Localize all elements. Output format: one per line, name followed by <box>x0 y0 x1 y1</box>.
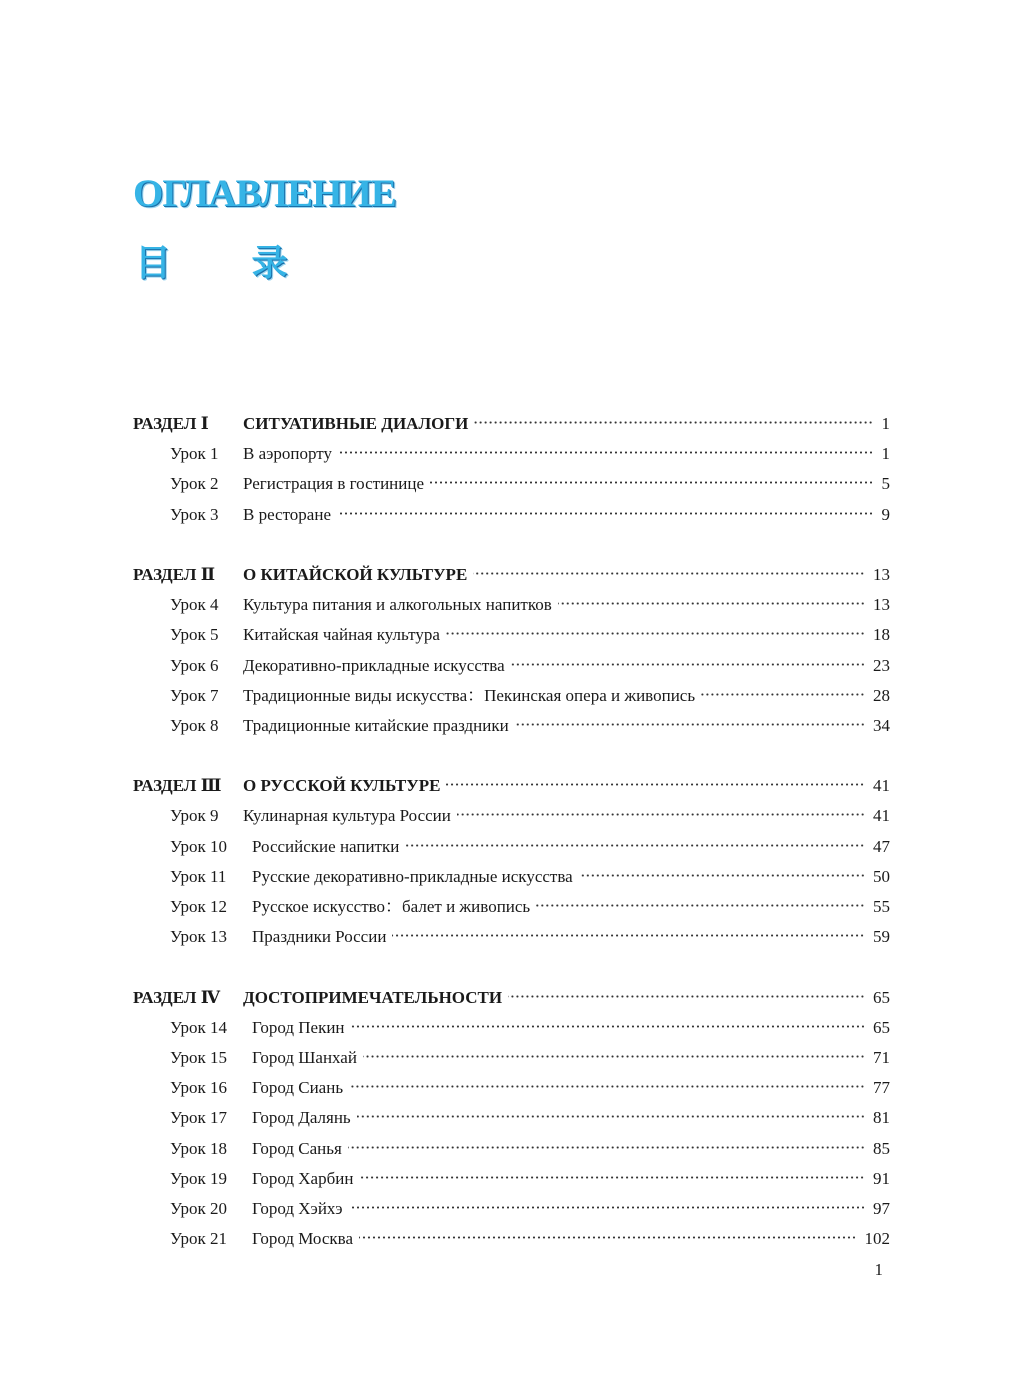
dot-leader <box>357 1115 865 1118</box>
page-title-chinese: 目 录 <box>135 243 322 284</box>
dot-leader <box>536 904 865 907</box>
lesson-title: В ресторане <box>243 504 331 524</box>
toc-lesson-entry[interactable] <box>0 801 1024 831</box>
lesson-number: Урок 6 <box>170 655 219 675</box>
toc-lesson-entry[interactable] <box>0 892 1024 922</box>
page-number: 13 <box>873 595 890 615</box>
dot-leader <box>359 1236 856 1239</box>
lesson-number: Урок 17 <box>170 1108 228 1128</box>
section-number: РАЗДЕЛ Ⅳ <box>133 987 221 1007</box>
page-number: 55 <box>873 897 890 916</box>
toc-lesson-entry[interactable] <box>0 711 1024 741</box>
page-number: 23 <box>873 655 890 675</box>
lesson-number: Урок 2 <box>170 474 219 494</box>
page-number: 47 <box>873 836 890 856</box>
toc-lesson-entry[interactable] <box>0 651 1024 681</box>
lesson-title: Декоративно-прикладные искусства <box>243 655 505 675</box>
toc-lesson-entry[interactable] <box>0 1194 1024 1224</box>
page-number: 5 <box>881 474 890 494</box>
toc-lesson-entry[interactable] <box>0 439 1024 469</box>
dot-leader <box>474 421 873 424</box>
lesson-number: Урок 5 <box>170 625 219 645</box>
dot-leader <box>351 1025 865 1028</box>
page-number: 59 <box>873 927 890 947</box>
dot-leader <box>430 481 874 484</box>
section-title: О РУССКОЙ КУЛЬТУРЕ <box>243 776 441 796</box>
page-number: 9 <box>881 504 890 524</box>
lesson-title: Культура питания и алкогольных напитков <box>243 595 552 615</box>
page-number: 85 <box>873 1138 890 1158</box>
dot-leader <box>405 844 865 847</box>
toc-lesson-entry[interactable] <box>0 1043 1024 1073</box>
lesson-title: В аэропорту <box>243 444 333 464</box>
lesson-title: Китайская чайная культура <box>243 625 440 645</box>
lesson-title: Город Шанхай <box>252 1047 357 1067</box>
toc-lesson-entry[interactable] <box>0 1164 1024 1194</box>
toc-lesson-entry[interactable] <box>0 469 1024 499</box>
lesson-title: Традиционные виды искусства：Пекинская опера и живопись <box>243 685 696 705</box>
toc-section <box>0 560 1024 741</box>
section-number: РАЗДЕЛ Ⅰ <box>133 414 209 433</box>
page-number: 71 <box>873 1047 890 1067</box>
page-number: 91 <box>873 1168 890 1188</box>
dot-leader <box>348 1146 865 1149</box>
page-number: 65 <box>873 1017 890 1037</box>
toc-lesson-entry[interactable] <box>0 1103 1024 1133</box>
footer-page-number: 1 <box>874 1260 883 1279</box>
section-number: РАЗДЕЛ Ⅱ <box>133 564 216 584</box>
dot-leader <box>349 1085 865 1088</box>
lesson-title: Город Далянь <box>252 1108 351 1128</box>
section-title: СИТУАТИВНЫЕ ДИАЛОГИ <box>243 414 469 433</box>
lesson-title: Город Хэйхэ <box>252 1198 343 1218</box>
lesson-number: Урок 12 <box>170 897 228 916</box>
dot-leader <box>349 1206 866 1209</box>
toc-lesson-entry[interactable] <box>0 620 1024 650</box>
section-number: РАЗДЕЛ Ⅲ <box>133 776 222 796</box>
toc-lesson-entry[interactable] <box>0 1224 1024 1254</box>
lesson-title: Город Пекин <box>252 1017 345 1037</box>
dot-leader <box>579 874 865 877</box>
dot-leader <box>515 723 865 726</box>
section-title: ДОСТОПРИМЕЧАТЕЛЬНОСТИ <box>243 987 503 1007</box>
toc-section <box>0 983 1024 1255</box>
lesson-number: Урок 11 <box>170 866 227 886</box>
dot-leader <box>363 1055 865 1058</box>
lesson-title: Кулинарная культура России <box>243 806 451 826</box>
lesson-title: Город Москва <box>252 1229 354 1249</box>
toc-lesson-entry[interactable] <box>0 590 1024 620</box>
toc-lesson-entry[interactable] <box>0 500 1024 530</box>
toc-section-heading[interactable] <box>0 983 1024 1013</box>
section-title: О КИТАЙСКОЙ КУЛЬТУРЕ <box>243 564 468 584</box>
lesson-number: Урок 18 <box>170 1138 228 1158</box>
lesson-title: Город Харбин <box>252 1168 354 1188</box>
dot-leader <box>359 1176 865 1179</box>
toc-lesson-entry[interactable] <box>0 922 1024 952</box>
toc-section <box>0 409 1024 530</box>
toc-section <box>0 771 1024 952</box>
dot-leader <box>446 632 865 635</box>
lesson-title: Город Сиань <box>252 1078 344 1098</box>
lesson-title: Город Санья <box>252 1138 342 1158</box>
page-number: 81 <box>873 1108 890 1128</box>
lesson-number: Урок 1 <box>170 444 219 464</box>
lesson-title: Российские напитки <box>252 836 400 856</box>
dot-leader <box>392 934 865 937</box>
lesson-number: Урок 10 <box>170 836 228 856</box>
toc-section-heading[interactable] <box>0 560 1024 590</box>
lesson-title: Традиционные китайские праздники <box>243 715 509 735</box>
dot-leader <box>457 813 865 816</box>
lesson-number: Урок 7 <box>170 685 219 705</box>
toc-lesson-entry[interactable] <box>0 1134 1024 1164</box>
page-number: 102 <box>864 1229 890 1249</box>
page-number: 1 <box>881 444 890 464</box>
dot-leader <box>473 572 865 575</box>
page-number: 1 <box>881 414 890 433</box>
lesson-number: Урок 20 <box>170 1198 228 1218</box>
lesson-title: Праздники России <box>252 927 387 947</box>
page-title: ОГЛАВЛЕНИЕ <box>133 172 396 215</box>
toc-section-heading[interactable] <box>0 771 1024 801</box>
page-number: 50 <box>873 866 890 886</box>
lesson-number: Урок 21 <box>170 1229 228 1249</box>
table-of-contents <box>0 409 1024 1284</box>
lesson-number: Урок 4 <box>170 595 219 615</box>
page-number: 97 <box>873 1198 890 1218</box>
toc-lesson-entry[interactable] <box>0 1013 1024 1043</box>
lesson-title: Русское искусство：балет и живопись <box>252 897 531 916</box>
lesson-number: Урок 15 <box>170 1047 228 1067</box>
page-number: 18 <box>873 625 890 645</box>
dot-leader <box>446 783 865 786</box>
page-number: 65 <box>873 987 890 1007</box>
lesson-number: Урок 14 <box>170 1017 228 1037</box>
toc-lesson-entry[interactable] <box>0 862 1024 892</box>
dot-leader <box>701 693 865 696</box>
dot-leader <box>508 995 865 998</box>
lesson-number: Урок 19 <box>170 1168 228 1188</box>
toc-section-heading[interactable] <box>0 409 1024 439</box>
lesson-title: Регистрация в гостинице <box>243 474 424 494</box>
lesson-title: Русские декоративно-прикладные искусства <box>252 866 573 886</box>
page-number: 41 <box>873 806 890 826</box>
lesson-number: Урок 9 <box>170 806 219 826</box>
lesson-number: Урок 16 <box>170 1078 228 1098</box>
page-number: 41 <box>873 776 890 796</box>
lesson-number: Урок 3 <box>170 504 219 524</box>
dot-leader <box>558 602 865 605</box>
page-number: 34 <box>873 715 890 735</box>
toc-lesson-entry[interactable] <box>0 681 1024 711</box>
dot-leader <box>337 512 874 515</box>
page-number: 77 <box>873 1078 890 1098</box>
lesson-number: Урок 13 <box>170 927 228 947</box>
lesson-number: Урок 8 <box>170 715 219 735</box>
toc-lesson-entry[interactable] <box>0 832 1024 862</box>
page-number: 28 <box>873 685 890 705</box>
dot-leader <box>511 663 865 666</box>
toc-lesson-entry[interactable] <box>0 1073 1024 1103</box>
dot-leader <box>338 451 873 454</box>
page-number: 13 <box>873 564 890 584</box>
